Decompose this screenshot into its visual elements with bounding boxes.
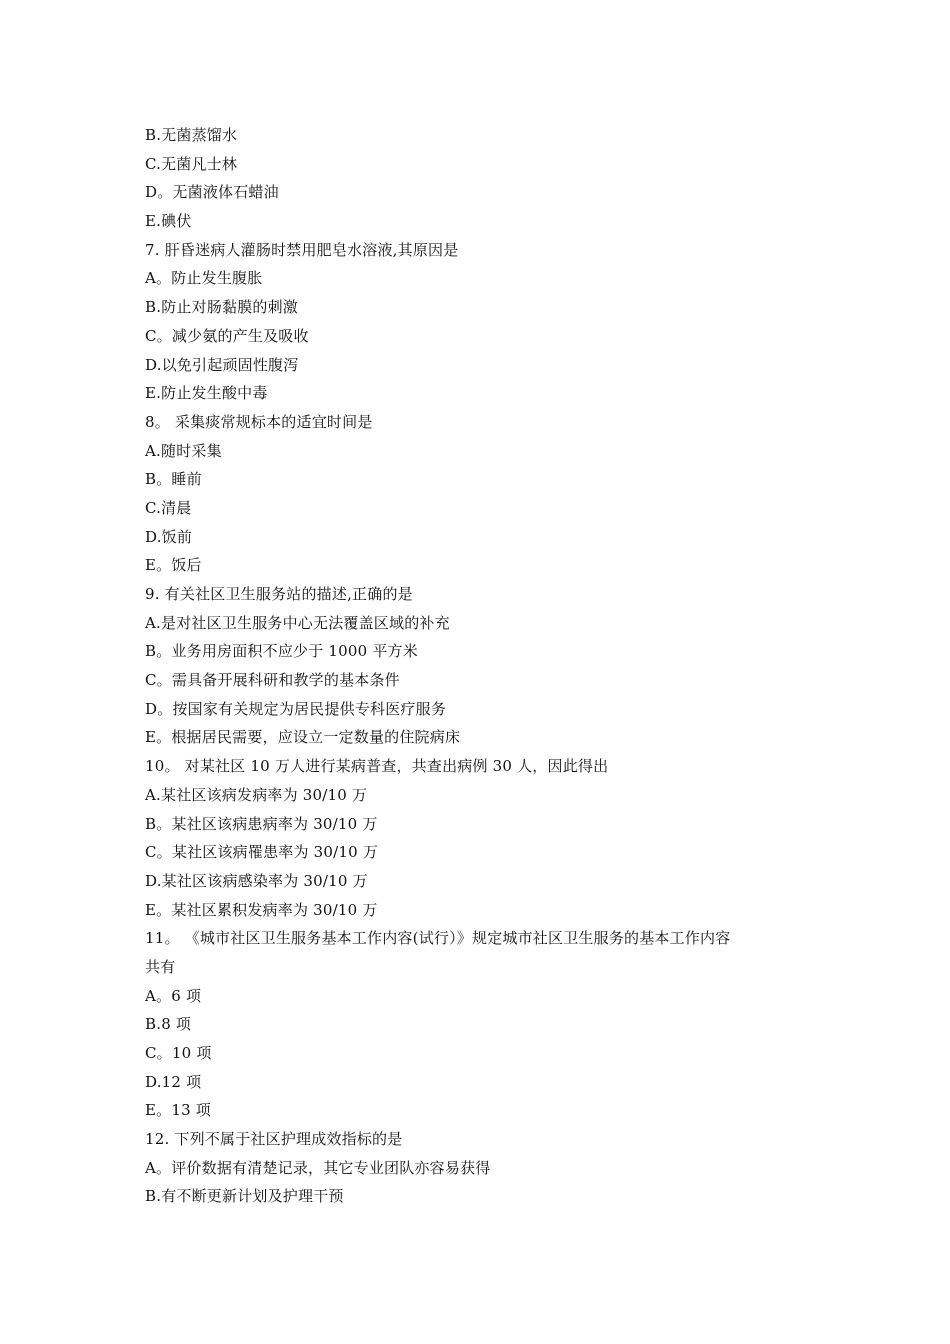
question-9: 9. 有关社区卫生服务站的描述,正确的是 [145,585,413,603]
q12-option-a: A。评价数据有清楚记录，其它专业团队亦容易获得 [145,1158,491,1177]
q8-option-c: C.清晨 [145,498,192,517]
q9-option-a: A.是对社区卫生服务中心无法覆盖区域的补充 [145,613,450,632]
option-c-line: C.无菌凡士林 [145,154,238,173]
q8-option-e: E。饭后 [145,556,202,575]
document-page [145,121,825,1211]
q10-option-c: C。某社区该病罹患率为 30/10 万 [145,843,379,862]
q11-option-e: E。13 项 [145,1101,212,1120]
question-11-continued: 共有 [145,957,176,976]
q7-option-d: D.以免引起顽固性腹泻 [145,355,299,374]
option-b-line: B.无菌蒸馏水 [145,126,238,144]
q7-option-c: C。减少氨的产生及吸收 [145,326,309,345]
q11-option-d: D.12 项 [145,1072,202,1091]
q11-option-b: B.8 项 [145,1015,192,1034]
q8-option-a: A.随时采集 [145,441,222,460]
q9-option-d: D。按国家有关规定为居民提供专科医疗服务 [145,699,447,718]
option-e-line: E.碘伏 [145,212,192,231]
q10-option-a: A.某社区该病发病率为 30/10 万 [145,785,368,804]
q8-option-d: D.饭前 [145,527,193,546]
q10-option-e: E。某社区累积发病率为 30/10 万 [145,900,378,919]
q12-option-b: B.有不断更新计划及护理干预 [145,1187,344,1206]
q7-option-e: E.防止发生酸中毒 [145,384,268,403]
q9-option-b: B。业务用房面积不应少于 1000 平方米 [145,642,418,661]
question-7: 7. 肝昏迷病人灌肠时禁用肥皂水溶液,其原因是 [145,240,459,259]
question-12: 12. 下列不属于社区护理成效指标的是 [145,1130,403,1149]
question-10: 10。 对某社区 10 万人进行某病普查，共查出病例 30 人，因此得出 [145,757,609,776]
q7-option-b: B.防止对肠黏膜的刺激 [145,298,298,317]
q7-option-a: A。防止发生腹胀 [145,269,263,288]
q9-option-e: E。根据居民需要，应设立一定数量的住院病床 [145,728,461,747]
option-d-line: D。无菌液体石蜡油 [145,183,279,202]
q9-option-c: C。需具备开展科研和教学的基本条件 [145,671,400,690]
question-11: 11。 《城市社区卫生服务基本工作内容(试行）》规定城市社区卫生服务的基本工作内容 [145,929,731,948]
q11-option-c: C。10 项 [145,1044,212,1062]
q8-option-b: B。睡前 [145,470,202,489]
q11-option-a: A。6 项 [145,986,202,1005]
question-8: 8。 采集痰常规标本的适宜时间是 [145,412,373,431]
q10-option-d: D.某社区该病感染率为 30/10 万 [145,871,368,890]
q10-option-b: B。某社区该病患病率为 30/10 万 [145,814,378,833]
